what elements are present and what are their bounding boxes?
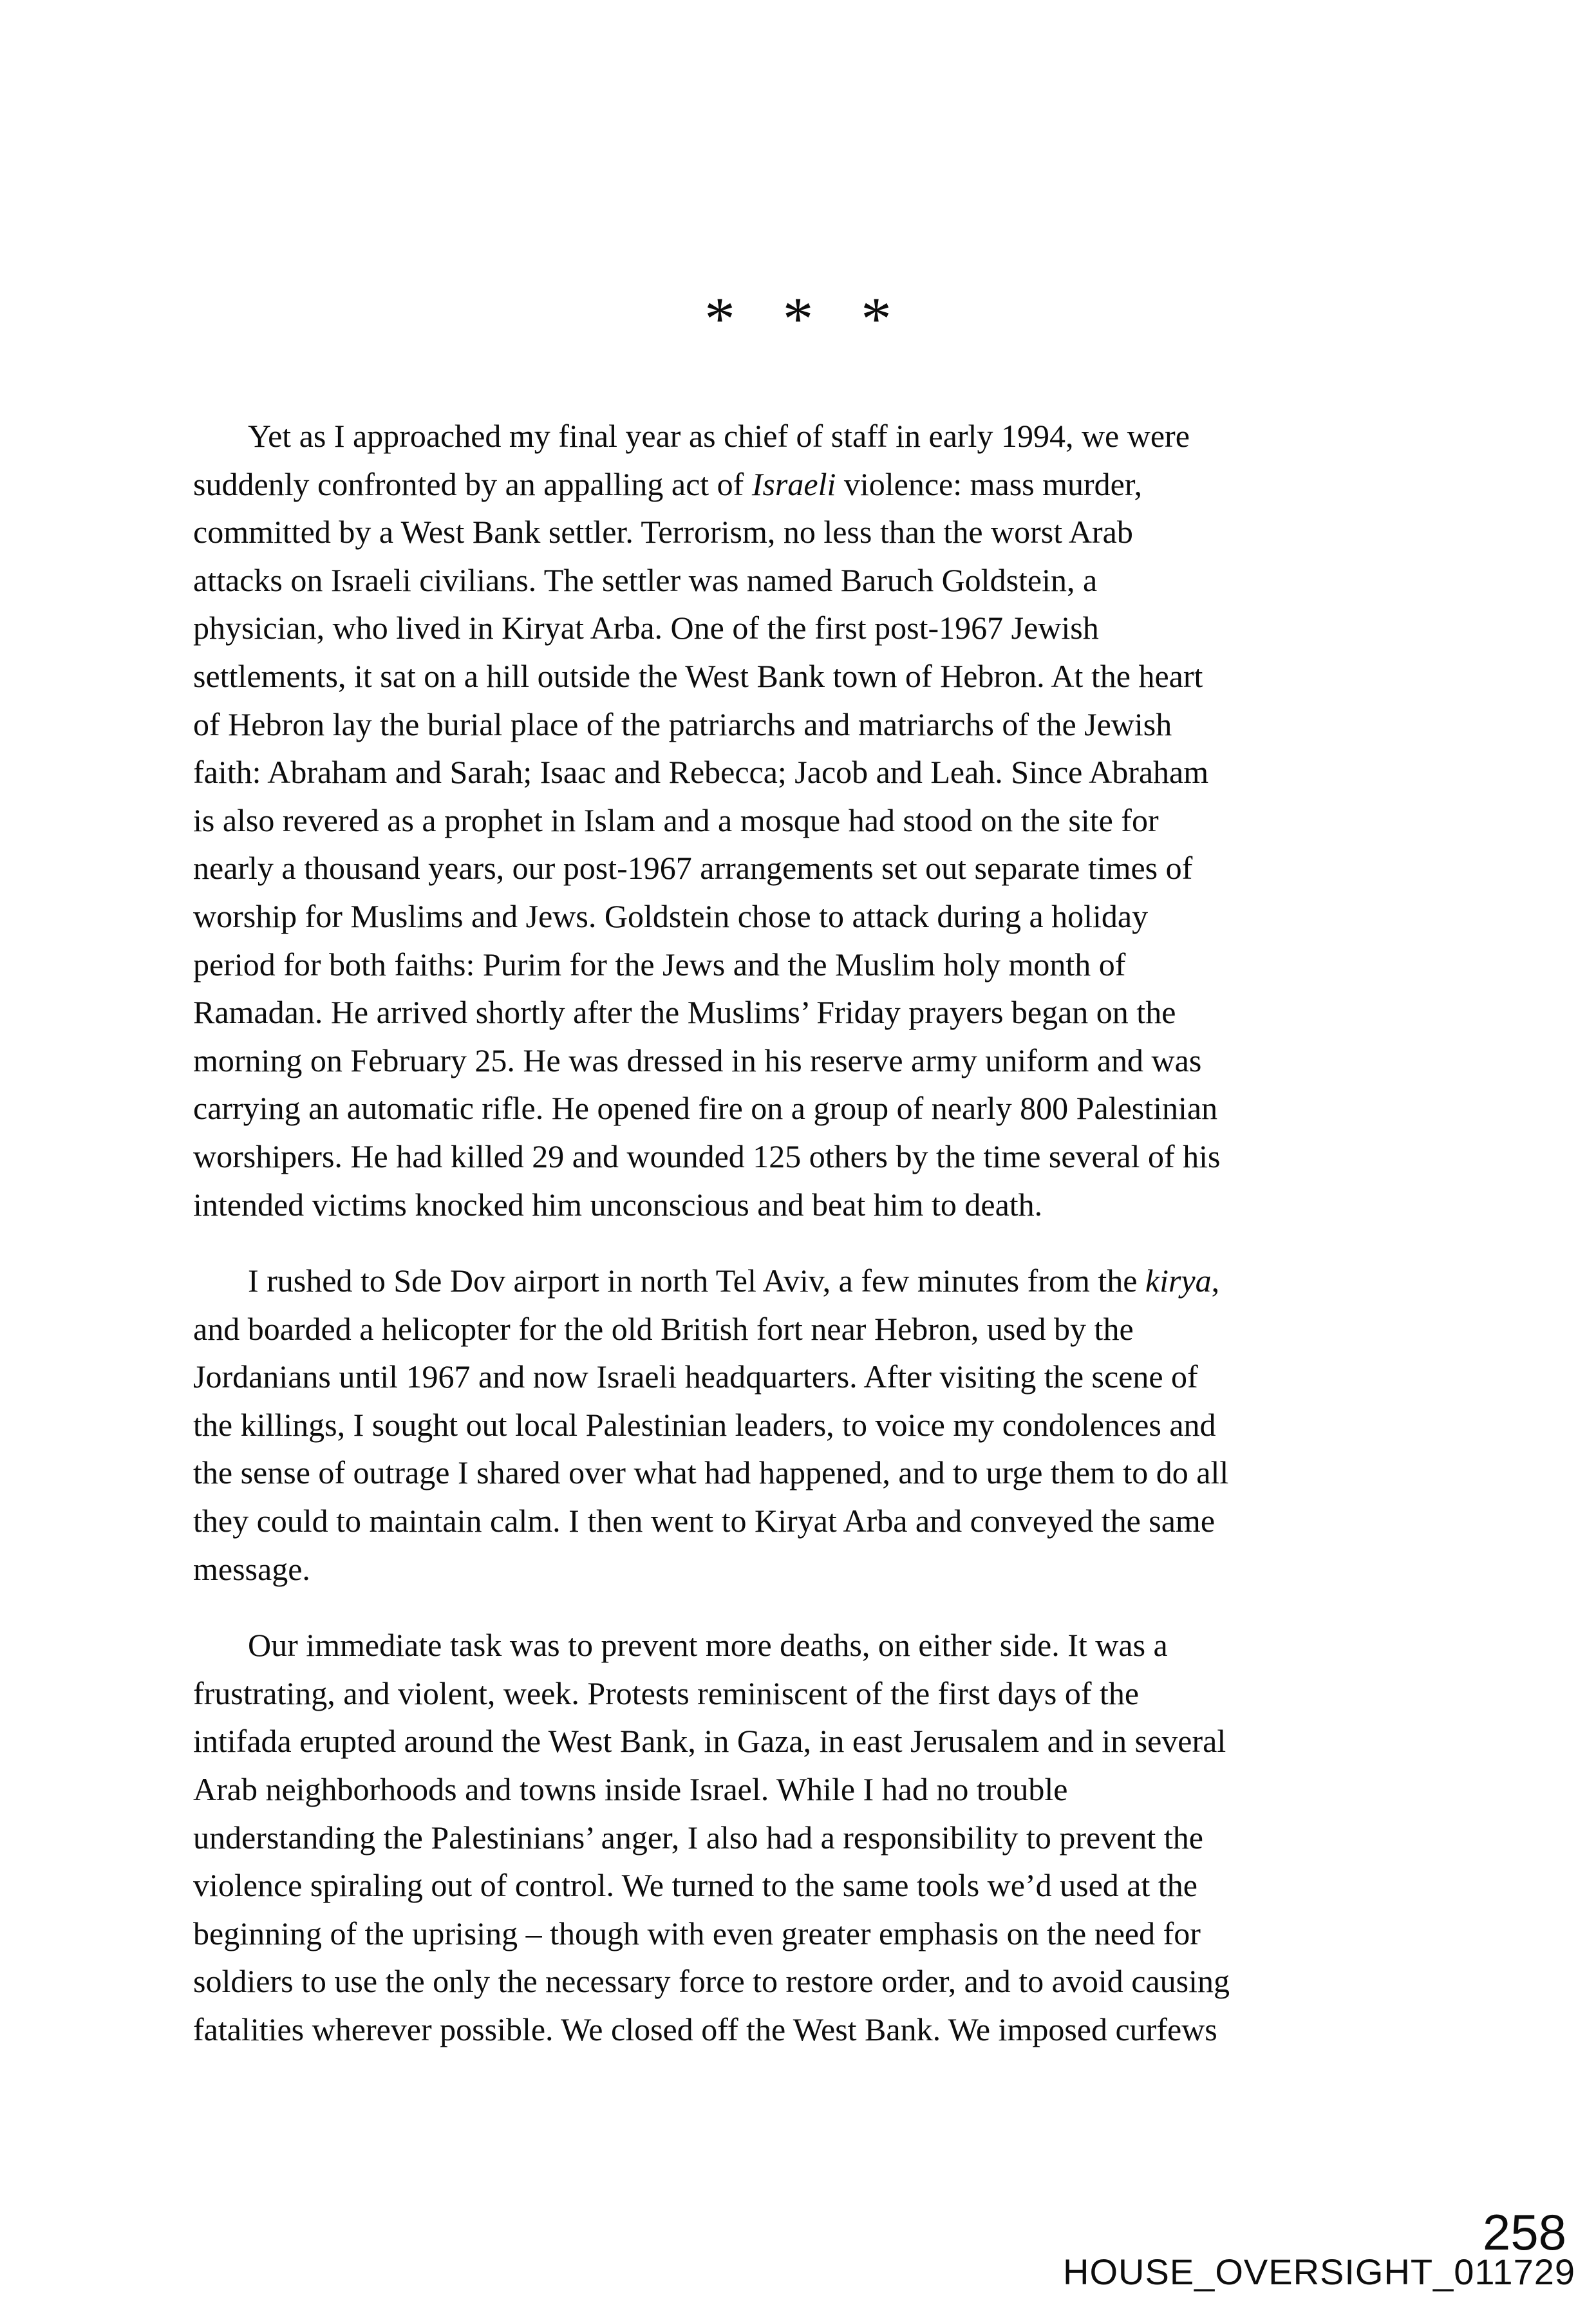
page-number: 258 (1482, 2204, 1566, 2261)
text-line (193, 1669, 1474, 1718)
text-segment: beginning of the uprising – though with even greater emphasis on the need for (193, 1915, 1201, 1951)
text-line (193, 1084, 1474, 1133)
paragraph (193, 1257, 1474, 1593)
text-segment: soldiers to use the only the necessary force to restore order, and to avoid causing (193, 1963, 1230, 2000)
text-line (193, 1181, 1474, 1229)
text-segment: understanding the Palestinians’ anger, I also had a responsibility to prevent the (193, 1819, 1203, 1856)
text-line (193, 1449, 1474, 1497)
text-segment: morning on February 25. He was dressed in his reserve army uniform and was (193, 1042, 1202, 1078)
italic-text-segment: kirya (1145, 1263, 1212, 1299)
text-segment: nearly a thousand years, our post-1967 arrangements set out separate times of (193, 850, 1193, 887)
text-line (193, 1957, 1474, 2006)
text-segment: frustrating, and violent, week. Protests reminiscent of the first days of the (193, 1675, 1140, 1711)
text-line (193, 652, 1474, 700)
text-line (193, 1861, 1474, 1910)
text-segment: physician, who lived in Kiryat Arba. One of the first post-1967 Jewish (193, 610, 1099, 646)
text-segment: intifada erupted around the West Bank, in Gaza, in east Jerusalem and in several (193, 1723, 1226, 1760)
text-line (193, 412, 1474, 460)
text-line (193, 1545, 1474, 1593)
text-segment: Ramadan. He arrived shortly after the Muslims’ Friday prayers began on the (193, 994, 1176, 1031)
text-segment: Arab neighborhoods and towns inside Israel. While I had no trouble (193, 1771, 1068, 1808)
text-line (193, 1497, 1474, 1545)
text-line (193, 1401, 1474, 1449)
text-segment: of Hebron lay the burial place of the patriarchs and matriarchs of the Jewish (193, 706, 1172, 742)
text-segment: violence: mass murder, (836, 465, 1142, 502)
asterisk-glyph: * (704, 285, 735, 353)
text-line (193, 604, 1474, 652)
bates-stamp: HOUSE_OVERSIGHT_011729 (1063, 2251, 1575, 2292)
text-segment: the killings, I sought out local Palestinian leaders, to voice my condolences and (193, 1406, 1216, 1443)
paragraph (193, 1621, 1474, 2053)
text-segment: message. (193, 1550, 310, 1587)
text-segment: committed by a West Bank settler. Terrorism, no less than the worst Arab (193, 514, 1133, 550)
text-line (193, 700, 1474, 749)
asterisk-glyph: * (861, 285, 892, 353)
text-line (193, 1621, 1474, 1669)
text-line (193, 1257, 1474, 1305)
text-segment: violence spiraling out of control. We turned to the same tools we’d used at the (193, 1867, 1197, 1904)
text-line (193, 556, 1474, 605)
text-line (193, 1765, 1474, 1814)
text-segment: Our immediate task was to prevent more deaths, on either side. It was a (248, 1627, 1168, 1664)
text-segment: I rushed to Sde Dov airport in north Tel Aviv, a few minutes from the (248, 1263, 1145, 1299)
text-line (193, 1814, 1474, 1862)
text-line (193, 941, 1474, 989)
text-line (193, 892, 1474, 941)
text-line (193, 748, 1474, 796)
text-line (193, 1717, 1474, 1765)
text-line (193, 2006, 1474, 2054)
text-line (193, 1305, 1474, 1353)
text-line (193, 796, 1474, 845)
text-line (193, 1910, 1474, 1958)
text-segment: and boarded a helicopter for the old British fort near Hebron, used by the (193, 1310, 1134, 1347)
text-line (193, 1133, 1474, 1181)
text-segment: , (1211, 1263, 1220, 1299)
text-line (193, 1353, 1474, 1401)
text-segment: intended victims knocked him unconscious and beat him to death. (193, 1186, 1043, 1223)
text-segment: suddenly confronted by an appalling act of (193, 465, 752, 502)
text-segment: the sense of outrage I shared over what had happened, and to urge them to do all (193, 1454, 1229, 1491)
text-line (193, 460, 1474, 509)
text-segment: Jordanians until 1967 and now Israeli headquarters. After visiting the scene of (193, 1358, 1198, 1395)
body-text (193, 412, 1474, 2082)
text-segment: faith: Abraham and Sarah; Isaac and Rebecca; Jacob and Leah. Since Abraham (193, 754, 1209, 791)
text-line (193, 844, 1474, 892)
text-segment: worshipers. He had killed 29 and wounded 125 others by the time several of his (193, 1138, 1221, 1174)
section-break-asterisks (0, 285, 1596, 353)
text-segment: attacks on Israeli civilians. The settler was named Baruch Goldstein, a (193, 561, 1098, 598)
text-segment: is also revered as a prophet in Islam and a mosque had stood on the site for (193, 802, 1159, 838)
text-segment: Yet as I approached my final year as chief of staff in early 1994, we were (248, 418, 1190, 454)
text-segment: carrying an automatic rifle. He opened fire on a group of nearly 800 Palestinian (193, 1090, 1218, 1127)
italic-text-segment: Israeli (751, 465, 836, 502)
text-line (193, 1037, 1474, 1085)
asterisk-glyph: * (782, 285, 814, 353)
text-segment: worship for Muslims and Jews. Goldstein chose to attack during a holiday (193, 898, 1149, 934)
text-segment: they could to maintain calm. I then went to Kiryat Arba and conveyed the same (193, 1503, 1216, 1539)
text-line (193, 988, 1474, 1037)
paragraph (193, 412, 1474, 1228)
text-segment: settlements, it sat on a hill outside the West Bank town of Hebron. At the heart (193, 657, 1203, 694)
text-line (193, 508, 1474, 556)
text-segment: fatalities wherever possible. We closed off the West Bank. We imposed curfews (193, 2011, 1217, 2047)
text-segment: period for both faiths: Purim for the Jews and the Muslim holy month of (193, 946, 1126, 982)
